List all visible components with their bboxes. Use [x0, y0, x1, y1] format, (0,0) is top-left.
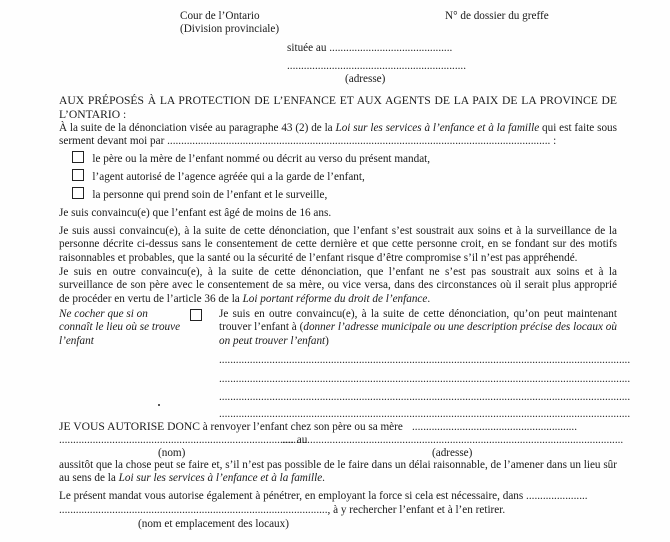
address-label: (adresse) [345, 73, 386, 85]
force-paragraph: Le présent mandat vous autorise également à pénétrer, en employant la force si cela est nécessaire, dans ...................... [59, 490, 588, 502]
authorize-blank: ........................................................... [412, 421, 578, 433]
location-line-2: ................................................................................................................................................... [219, 373, 631, 385]
authorize-line: JE VOUS AUTORISE DONC à renvoyer l’enfant chez son père ou sa mère [59, 420, 403, 433]
intro-paragraph: À la suite de la dénonciation visée au paragraphe 43 (2) de la Loi sur les services à l’enfance et à la famille qui est faite sous serment devant moi par ......................................................................................................................................... : [59, 122, 617, 148]
checkbox[interactable] [72, 169, 84, 181]
name-blank: .................................................................................... au [59, 434, 308, 446]
file-number-label: N° de dossier du greffe [445, 10, 549, 22]
name-label: (nom) [158, 447, 186, 459]
asap-paragraph: aussitôt que la chose peut se faire et, s’il n’est pas possible de le faire dans un délai raisonnable, de l’amener dans un lieu sûr au sens de la Loi sur les services à l’enfance et à la famille. [59, 459, 617, 485]
location-checkbox[interactable] [190, 309, 202, 321]
court-division: (Division provinciale) [180, 23, 280, 35]
stray-mark [158, 404, 160, 406]
location-line-4: ................................................................................................................................................... [219, 408, 631, 420]
checkbox[interactable] [72, 187, 84, 199]
location-paragraph: Je suis en outre convaincu(e), à la suite de cette dénonciation, qu’on peut maintenant trouver l’enfant à (donner l’adresse municipale ou une description précise des locaux où on peut trouver l’enfant) [219, 308, 617, 347]
address-blank-line: ................................................................ [287, 60, 466, 72]
located-at-line: située au ............................................ [287, 42, 453, 54]
premises-label: (nom et emplacement des locaux) [138, 518, 289, 530]
margin-note: Ne cocher que si on connaît le lieu où se trouve l’enfant [59, 308, 181, 347]
court-name: Cour de l’Ontario [180, 10, 260, 22]
option-parent[interactable]: le père ou la mère de l’enfant nommé ou décrit au verso du présent mandat, [72, 151, 430, 165]
option-caregiver[interactable]: la personne qui prend soin de l’enfant et le surveille, [72, 187, 327, 201]
checkbox[interactable] [72, 151, 84, 163]
location-line-3: ................................................................................................................................................... [219, 391, 631, 403]
addressee-heading: AUX PRÉPOSÉS À LA PROTECTION DE L’ENFANCE ET AUX AGENTS DE LA PAIX DE LA PROVINCE DE L’ONTARIO : [59, 94, 617, 121]
further-paragraph: Je suis en outre convaincu(e), à la suite de cette dénonciation, que l’enfant ne s’est pas soustrait aux soins et à la surveillance de son père avec le consentement de sa mère, ou vice versa, dans des circonstances où il serait plus approprié de procéder en vertu de l’article 36 de la Loi portant réforme du droit de l’enfance. [59, 266, 617, 305]
option-agency[interactable]: l’agent autorisé de l’agence agréée qui a la garde de l’enfant, [72, 169, 365, 183]
age-paragraph: Je suis convaincu(e) que l’enfant est âgé de moins de 16 ans. [59, 207, 332, 219]
withdrawn-paragraph: Je suis aussi convaincu(e), à la suite de cette dénonciation, que l’enfant s’est soustrait aux soins et à la surveillance de la personne décrite ci-dessus sans le consentement de cette dernière et que cette personne croit, en se fondant sur des motifs raisonnables et probables, que la santé ou la sécurité de l’enfant risque d’être compromise s’il n’est pas appréhendé. [59, 225, 617, 264]
force-line-2: ................................................................................................, à y rechercher l’enfant et à l’en retirer. [59, 504, 506, 516]
address-label-2: (adresse) [432, 447, 473, 459]
location-line-1: ................................................................................................................................................... [219, 354, 631, 366]
address-blank: .......................................................................................................................... [282, 434, 624, 446]
